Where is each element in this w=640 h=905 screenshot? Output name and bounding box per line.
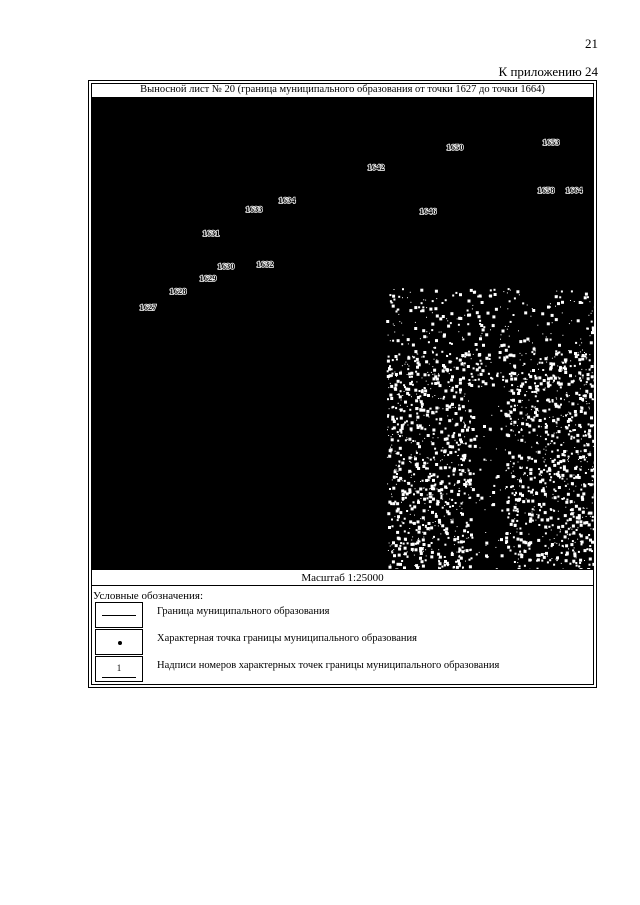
legend-row-labels: [95, 656, 575, 682]
label-sample: 1: [116, 663, 122, 673]
legend-label-labels: Надписи номеров характерных точек границы муниципального образования: [157, 660, 500, 671]
point-label-1658: 1658: [537, 185, 555, 195]
point-label-1650: 1650: [446, 142, 464, 152]
legend-label-point: Характерная точка границы муниципального образования: [157, 633, 417, 644]
legend-row-boundary: [95, 602, 575, 628]
sheet-title: Выносной лист № 20 (граница муниципального образования от точки 1627 до точки 1664): [140, 84, 545, 95]
page-number: 21: [585, 36, 598, 51]
point-label-1642: 1642: [367, 162, 385, 172]
point-label-symbol: [95, 656, 143, 682]
point-label-1653: 1653: [542, 137, 560, 147]
boundary-line-symbol: [95, 602, 143, 628]
legend-row-point: [95, 629, 575, 655]
legend-label-boundary: Граница муниципального образования: [157, 606, 330, 617]
point-label-1632: 1632: [256, 259, 274, 269]
scale-bar: Масштаб 1:25000: [91, 569, 594, 586]
appendix-reference: К приложению 24: [498, 64, 598, 79]
boundary-point-symbol: [95, 629, 143, 655]
point-label-1630: 1630: [217, 261, 235, 271]
point-label-1664: 1664: [565, 185, 583, 195]
point-label-1631: 1631: [202, 228, 220, 238]
point-label-1628: 1628: [169, 286, 187, 296]
point-label-1633: 1633: [245, 204, 263, 214]
point-label-1634: 1634: [278, 195, 296, 205]
point-label-1646: 1646: [419, 206, 437, 216]
map-canvas: [92, 97, 594, 569]
point-label-1629: 1629: [199, 273, 217, 283]
point-label-1627: 1627: [139, 302, 157, 312]
legend-title: Условные обозначения:: [93, 590, 204, 602]
map-area[interactable]: [92, 97, 594, 569]
